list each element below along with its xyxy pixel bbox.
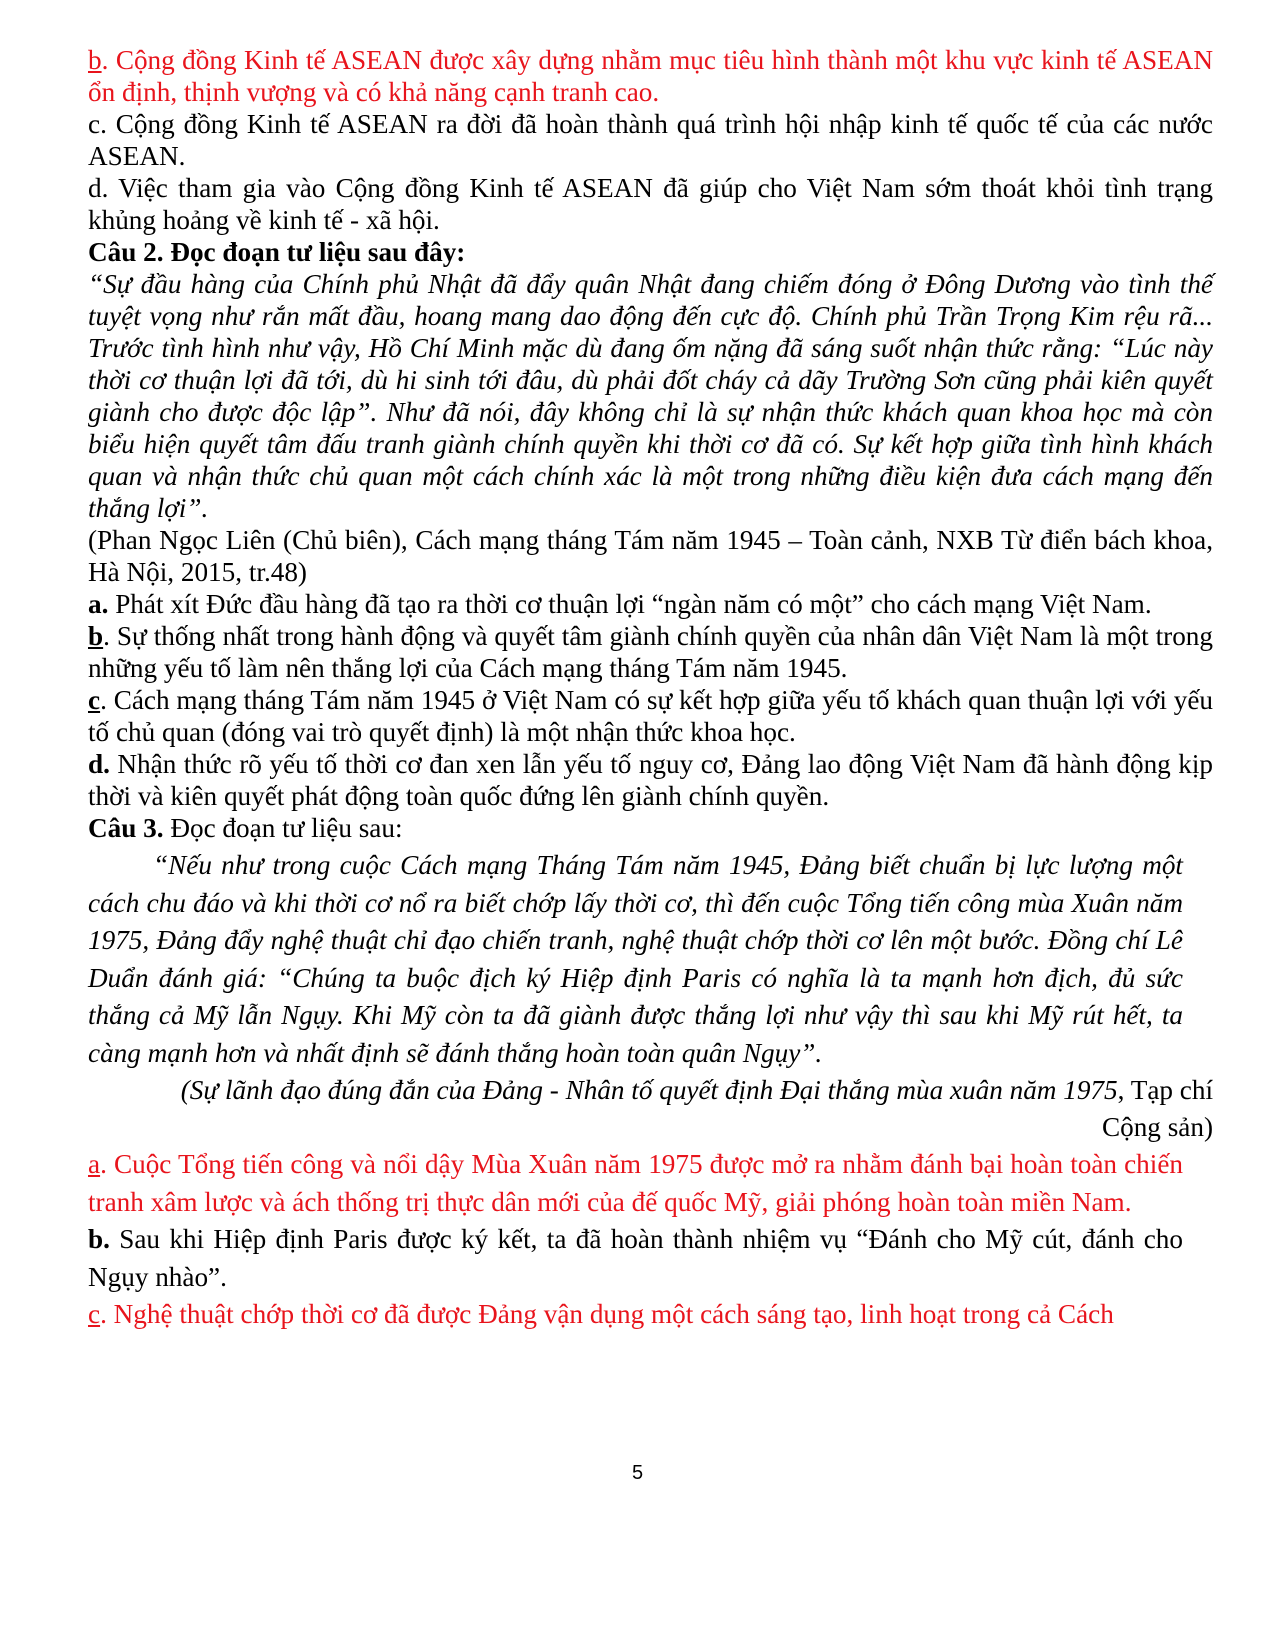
q2-option-d-text: Nhận thức rõ yếu tố thời cơ đan xen lẫn yếu tố nguy cơ, Đảng lao động Việt Nam đã hành động kịp thời và kiên quyết phát động toàn quốc đứng lên giành chính quyền.	[88, 749, 1213, 811]
q3-option-b-letter: b.	[88, 1224, 110, 1254]
q2-option-b-text: . Sự thống nhất trong hành động và quyết tâm giành chính quyền của nhân dân Việt Nam là một trong những yếu tố làm nên thắng lợi của Cách mạng tháng Tám năm 1945.	[88, 621, 1213, 683]
q2-option-a-letter: a.	[88, 589, 109, 619]
q3-option-b	[88, 1221, 1213, 1296]
q3-heading-text: Đọc đoạn tư liệu sau:	[163, 813, 403, 843]
page-number: 5	[631, 1462, 644, 1484]
q1-option-b	[88, 44, 1213, 108]
q2-option-b-letter: b	[88, 621, 104, 651]
q2-quote: “Sự đầu hàng của Chính phủ Nhật đã đẩy quân Nhật đang chiếm đóng ở Đông Dương vào tình thế tuyệt vọng như rắn mất đầu, hoang mang dao động đến cực độ. Chính phủ Trần Trọng Kim rệu rã... Trước tình hình như vậy, Hồ Chí Minh mặc dù đang ốm nặng đã sáng suốt nhận thức rằng: “Lúc này thời cơ thuận lợi đã tới, dù hi sinh tới đâu, dù phải đốt cháy cả dãy Trường Sơn cũng phải kiên quyết giành cho được độc lập”. Như đã nói, đây không chỉ là sự nhận thức khách quan khoa học mà còn biểu hiện quyết tâm đấu tranh giành chính quyền khi thời cơ đã có. Sự kết hợp giữa tình hình khách quan và nhận thức chủ quan một cách chính xác là một trong những điều kiện đưa cách mạng đến thắng lợi”.	[88, 269, 1213, 523]
q3-option-a	[88, 1146, 1213, 1221]
q3-quote: “Nếu như trong cuộc Cách mạng Tháng Tám năm 1945, Đảng biết chuẩn bị lực lượng một cách chu đáo và khi thời cơ nổ ra biết chớp lấy thời cơ, thì đến cuộc Tổng tiến công mùa Xuân năm 1975, Đảng đẩy nghệ thuật chỉ đạo chiến tranh, nghệ thuật chớp thời cơ lên một bước. Đồng chí Lê Duẩn đánh giá: “Chúng ta buộc địch ký Hiệp định Paris có nghĩa là ta mạnh hơn địch, đủ sức thắng cả Mỹ lẫn Ngụy. Khi Mỹ còn ta đã giành được thắng lợi như vậy thì sau khi Mỹ rút hết, ta càng mạnh hơn và nhất định sẽ đánh thắng hoàn toàn quân Ngụy”.	[88, 850, 1183, 1068]
document-page	[88, 44, 1213, 1334]
q3-source-title: (Sự lãnh đạo đúng đắn của Đảng - Nhân tố quyết định Đại thắng mùa xuân năm 1975	[180, 1075, 1118, 1105]
q2-option-d-letter: d.	[88, 749, 110, 779]
q2-source: (Phan Ngọc Liên (Chủ biên), Cách mạng tháng Tám năm 1945 – Toàn cảnh, NXB Từ điển bách khoa, Hà Nội, 2015, tr.48)	[88, 525, 1213, 587]
q2-option-c-text: . Cách mạng tháng Tám năm 1945 ở Việt Nam có sự kết hợp giữa yếu tố khách quan thuận lợi với yếu tố chủ quan (đóng vai trò quyết định) là một nhận thức khoa học.	[88, 685, 1213, 747]
q1-option-b-text: . Cộng đồng Kinh tế ASEAN được xây dựng nhằm mục tiêu hình thành một khu vực kinh tế ASEAN ổn định, thịnh vượng và có khả năng cạnh tranh cao.	[88, 45, 1213, 107]
q3-source-publisher: , Tạp chí Cộng sản)	[1101, 1075, 1213, 1142]
q2-option-d	[88, 748, 1213, 812]
q3-option-a-letter: a	[88, 1149, 101, 1179]
q3-option-c	[88, 1296, 1213, 1334]
q3-option-c-text: . Nghệ thuật chớp thời cơ đã được Đảng vận dụng một cách sáng tạo, linh hoạt trong cả Cách	[100, 1299, 1114, 1329]
q3-option-c-letter: c	[88, 1299, 101, 1329]
q1-option-b-letter: b	[88, 45, 102, 75]
q2-option-c	[88, 684, 1213, 748]
q3-heading	[88, 812, 1213, 844]
q2-option-b	[88, 620, 1213, 684]
q3-source	[88, 1072, 1213, 1146]
q2-option-a	[88, 588, 1213, 620]
q2-option-a-text: Phát xít Đức đầu hàng đã tạo ra thời cơ thuận lợi “ngàn năm có một” cho cách mạng Việt Nam.	[108, 589, 1152, 619]
q3-option-a-text: . Cuộc Tổng tiến công và nổi dậy Mùa Xuân năm 1975 được mở ra nhằm đánh bại hoàn toàn chiến tranh xâm lược và ách thống trị thực dân mới của đế quốc Mỹ, giải phóng hoàn toàn miền Nam.	[88, 1149, 1183, 1217]
q2-option-c-letter: c	[88, 685, 101, 715]
q1-option-c: c. Cộng đồng Kinh tế ASEAN ra đời đã hoàn thành quá trình hội nhập kinh tế quốc tế của các nước ASEAN.	[88, 109, 1213, 171]
q3-heading-label: Câu 3.	[88, 813, 164, 843]
q1-option-d: d. Việc tham gia vào Cộng đồng Kinh tế ASEAN đã giúp cho Việt Nam sớm thoát khỏi tình trạng khủng hoảng về kinh tế - xã hội.	[88, 173, 1213, 235]
q3-option-b-text: Sau khi Hiệp định Paris được ký kết, ta đã hoàn thành nhiệm vụ “Đánh cho Mỹ cút, đánh cho Ngụy nhào”.	[88, 1224, 1183, 1292]
q2-heading: Câu 2. Đọc đoạn tư liệu sau đây:	[88, 237, 466, 267]
